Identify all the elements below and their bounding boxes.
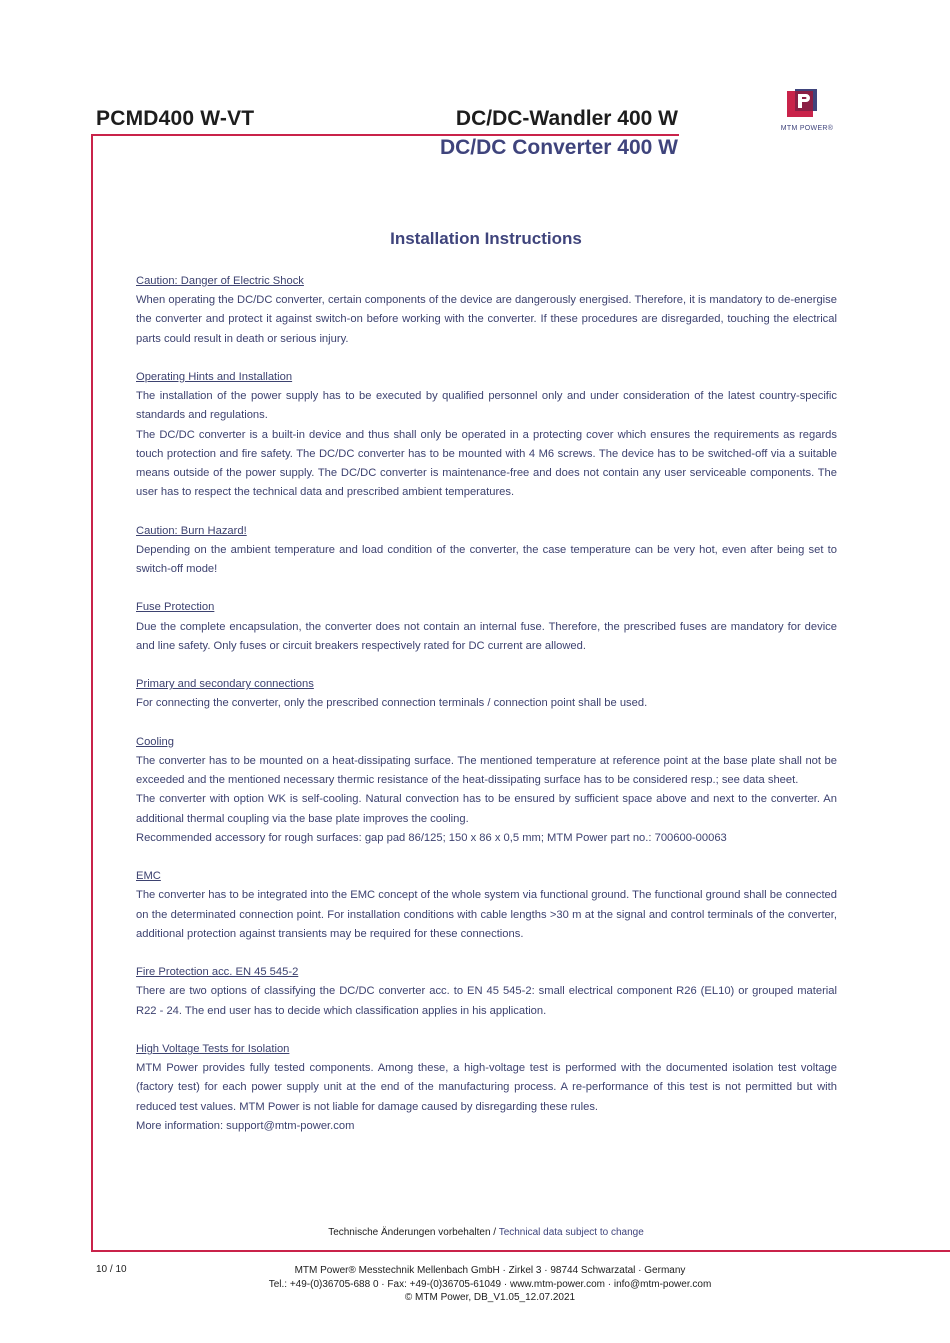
section bbox=[136, 867, 837, 944]
section-paragraph: The installation of the power supply has to be executed by qualified personnel only and under consideration of the latest country-specific standards and regulations. bbox=[136, 390, 837, 422]
change-notice-german: Technische Änderungen vorbehalten / bbox=[328, 1227, 499, 1238]
section-paragraph: The converter with option WK is self-cooling. Natural convection has to be ensured by sufficient space above and next to the converter. An additional thermal coupling via the base plate improves the cooling. bbox=[136, 793, 837, 825]
section-title: Caution: Burn Hazard! bbox=[136, 524, 247, 537]
section-title: Fire Protection acc. EN 45 545-2 bbox=[136, 966, 299, 979]
logo-text: MTM POWER® bbox=[780, 125, 834, 132]
section bbox=[136, 1040, 837, 1136]
section-title: EMC bbox=[136, 870, 161, 883]
mtm-power-logo-icon bbox=[786, 88, 818, 120]
section-paragraph: Depending on the ambient temperature and load condition of the converter, the case temperature can be very hot, even after being set to switch-off mode! bbox=[136, 543, 837, 576]
section-paragraph: For connecting the converter, only the prescribed connection terminals / connection point shall be used. bbox=[136, 697, 648, 710]
section bbox=[136, 675, 837, 713]
change-notice-english: Technical data subject to change bbox=[498, 1227, 644, 1238]
section-title: Fuse Protection bbox=[136, 601, 215, 614]
section-paragraph: Due the complete encapsulation, the converter does not contain an internal fuse. Therefore, the prescribed fuses are mandatory for device and line safety. Only fuses or circuit breakers respectively rated for DC current are allowed. bbox=[136, 620, 837, 652]
section bbox=[136, 368, 837, 502]
section-paragraph: When operating the DC/DC converter, certain components of the device are dangerously energised. Therefore, it is mandatory to de-energise the converter and protect it against switch-on before working with the converter. If these procedures are disregarded, touching the electrical parts could result in death or serious injury. bbox=[136, 294, 837, 345]
product-name: PCMD400 W-VT bbox=[96, 107, 255, 130]
left-margin-rule bbox=[91, 134, 93, 1252]
section-title: Operating Hints and Installation bbox=[136, 371, 293, 383]
section bbox=[136, 733, 837, 848]
company-address: MTM Power® Messtechnik Mellenbach GmbH · Zirkel 3 · 98744 Schwarzatal · Germany bbox=[294, 1265, 686, 1276]
section bbox=[136, 522, 837, 580]
section-paragraph: The converter has to be mounted on a heat-dissipating surface. The mentioned temperature at reference point at the base plate shall not be exceeded and the mentioned necessary thermic resistance of the heat-dissipating surface has to be considered resp.; see data sheet. bbox=[136, 755, 837, 787]
section-title: Cooling bbox=[136, 735, 174, 748]
section-paragraph: More information: support@mtm-power.com bbox=[136, 1119, 355, 1132]
section-paragraph: There are two options of classifying the DC/DC converter acc. to EN 45 545-2: small electrical component R26 (EL10) or grouped material R22 - 24. The end user has to decide which classification applies in his application. bbox=[136, 985, 837, 1017]
section-title: Caution: Danger of Electric Shock bbox=[136, 275, 304, 287]
title-english: DC/DC Converter 400 W bbox=[439, 136, 678, 159]
document-heading: Installation Instructions bbox=[390, 229, 582, 248]
section bbox=[136, 272, 837, 349]
page-number: 10 / 10 bbox=[96, 1264, 127, 1275]
copyright-line: © MTM Power, DB_V1.05_12.07.2021 bbox=[404, 1292, 576, 1303]
section-title: Primary and secondary connections bbox=[136, 678, 314, 691]
instructions-body bbox=[136, 272, 837, 1155]
section-paragraph: The converter has to be integrated into the EMC concept of the whole system via functional ground. The functional ground shall be connected on the determinated connection point. For installation conditions with cable lengths >30 m at the signal and control terminals of the converter, additional protection against transients may be required for these connections. bbox=[136, 889, 837, 940]
section-title: High Voltage Tests for Isolation bbox=[136, 1043, 290, 1055]
header-rule bbox=[91, 134, 679, 136]
section-paragraph: The DC/DC converter is a built-in device and thus shall only be operated in a protecting cover which ensures the requirements as regards touch protection and fire safety. The DC/DC converter has to be mounted with 4 M6 screws. The device has to be switched-off via a suitable means outside of the power supply. The DC/DC converter is maintenance-free and does not contain any user serviceable components. The user has to respect the technical data and prescribed ambient temperatures. bbox=[136, 428, 837, 499]
change-notice bbox=[92, 1227, 880, 1238]
company-contact: Tel.: +49-(0)36705-688 0 · Fax: +49-(0)36705-61049 · www.mtm-power.com · info@mtm-power.com bbox=[268, 1278, 712, 1290]
section-paragraph: MTM Power provides fully tested components. Among these, a high-voltage test is performed with the documented isolation test voltage (factory test) for each power supply unit at the end of the manufacturing process. A re-performance of this test is not permitted but with reduced test values. MTM Power is not liable for damage caused by disregarding these rules. bbox=[136, 1062, 837, 1113]
section-paragraph: Recommended accessory for rough surfaces: gap pad 86/125; 150 x 86 x 0,5 mm; MTM Power part no.: 700600-00063 bbox=[136, 831, 727, 844]
footer-rule bbox=[91, 1250, 950, 1252]
section bbox=[136, 963, 837, 1021]
section bbox=[136, 598, 837, 656]
title-german: DC/DC-Wandler 400 W bbox=[455, 107, 678, 130]
company-info bbox=[180, 1264, 800, 1305]
